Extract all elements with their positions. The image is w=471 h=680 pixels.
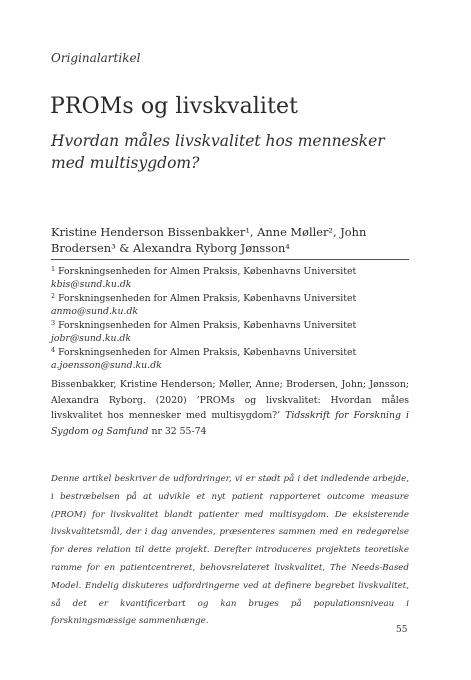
affiliation-item: [51, 319, 411, 346]
abstract: Denne artikel beskriver de udfordringer, vi er stødt på i det indledende arbejde, i bestræbelsen på at udvikle et nyt patient rapporteret outcome measure (PROM) for livskvalitet blandt patienter med multisygdom. De eksisterende livskvalitetsmål, der i dag anvendes, præsenteres sammen med en redegørelse for deres relation til dette projekt. Derefter introduceres projektets teoretiske ramme for en patientcentreret, behovsrelateret livskvalitet, The Needs-Based Model. Endelig diskuteres udfordringerne ved at definere begrebet livskvalitet, så det er kvantificerbart og kan bruges på populationsniveau i forskningsmæssige sammenhænge.: [51, 474, 409, 627]
affiliation-item: [51, 292, 411, 319]
page-number: 55: [396, 625, 408, 635]
divider: [51, 259, 409, 260]
affiliation-number: 3: [51, 319, 56, 328]
affiliation-email[interactable]: a.joensson@sund.ku.dk: [51, 360, 162, 371]
affiliation-text: Forskningsenheden for Almen Praksis, Københavns Universitet: [58, 266, 357, 277]
affiliation-text: Forskningsenheden for Almen Praksis, Københavns Universitet: [58, 320, 357, 331]
affiliation-number: 2: [51, 292, 56, 301]
citation: [51, 377, 409, 439]
author-list: Kristine Henderson Bissenbakker¹, Anne Møller², John Brodersen³ & Alexandra Ryborg Jønsson⁴: [51, 225, 367, 255]
article-type-label: Originalartikel: [51, 51, 141, 65]
affiliation-email[interactable]: anmo@sund.ku.dk: [51, 306, 139, 317]
citation-issue: nr 32 55-74: [151, 425, 207, 437]
article-subtitle: Hvordan måles livskvalitet hos mennesker med multisygdom?: [51, 132, 385, 172]
affiliation-number: 4: [51, 346, 56, 355]
affiliation-email[interactable]: jobr@sund.ku.dk: [51, 333, 131, 344]
citation-journal: Tidsskrift for Forskning i Sygdom og Samfund: [51, 410, 409, 437]
affiliation-list: [51, 265, 411, 373]
citation-text: Bissenbakker, Kristine Henderson; Møller, Anne; Brodersen, John; Jønsson; Alexandra Ryborg. (2020) ’PROMs og livskvalitet: Hvordan måles livskvalitet hos mennesker med multisygdom?’: [51, 379, 409, 421]
affiliation-text: Forskningsenheden for Almen Praksis, Københavns Universitet: [58, 347, 357, 358]
affiliation-number: 1: [51, 265, 56, 274]
affiliation-text: Forskningsenheden for Almen Praksis, Københavns Universitet: [58, 293, 357, 304]
affiliation-item: [51, 265, 411, 292]
affiliation-email[interactable]: kbis@sund.ku.dk: [51, 279, 132, 290]
article-title: PROMs og livskvalitet: [50, 94, 299, 119]
affiliation-item: [51, 346, 411, 373]
